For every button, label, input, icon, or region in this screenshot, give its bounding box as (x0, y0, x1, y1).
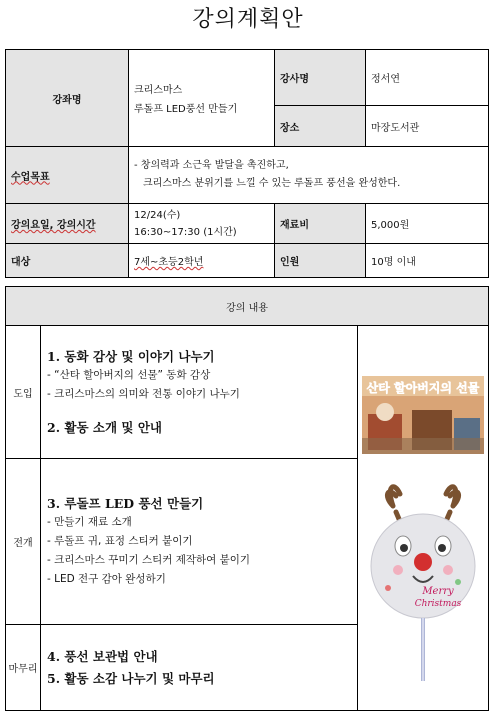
time-line2: 16:30~17:30 (1시간) (134, 226, 237, 238)
intro-heading-2: 2. 활동 소개 및 안내 (47, 420, 162, 435)
people-value: 10명 이내 (366, 244, 489, 278)
develop-heading: 3. 루돌프 LED 풍선 만들기 (47, 496, 204, 511)
book-title-text: 산타 할아버지의 선물 (366, 381, 480, 395)
target-value-text: 7세~초등2학년 (134, 257, 204, 268)
target-value (129, 244, 275, 278)
balloon-text-merry: Merry (422, 586, 454, 597)
content-table (5, 286, 489, 711)
develop-bullet-3: - 크리스마스 꾸미기 스티커 제작하여 붙이기 (47, 554, 251, 566)
stage-closing: 마무리 (6, 625, 41, 711)
intro-bullet-1: - “산타 할아버지의 선물” 동화 감상 (47, 369, 211, 381)
book-cover-image (362, 376, 484, 454)
closing-heading-1: 4. 풍선 보관법 안내 (47, 648, 158, 664)
develop-bullet-1: - 만들기 재료 소개 (47, 516, 132, 528)
course-line1: 크리스마스 (134, 85, 183, 96)
course-value (129, 50, 275, 147)
balloon-text-christmas: Christmas (414, 599, 462, 609)
material-value: 5,000원 (366, 204, 489, 244)
stage-develop: 전개 (6, 459, 41, 625)
illustration-art (358, 326, 488, 706)
course-label: 강좌명 (6, 50, 129, 147)
page-title: 강의계획안 (192, 7, 304, 32)
develop-section (41, 459, 358, 625)
intro-heading-1: 1. 동화 감상 및 이야기 나누기 (47, 349, 215, 364)
instructor-label: 강사명 (275, 50, 366, 106)
goal-line2: 크리스마스 분위기를 느낄 수 있는 루돌프 풍선을 완성한다. (143, 178, 401, 189)
develop-bullet-2: - 루돌프 귀, 표정 스티커 붙이기 (47, 535, 193, 547)
instructor-value: 정서연 (366, 50, 489, 106)
time-label (6, 204, 129, 244)
content-header: 강의 내용 (6, 287, 489, 326)
reindeer-balloon-image (371, 487, 475, 681)
material-label: 재료비 (275, 204, 366, 244)
closing-heading-2: 5. 활동 소감 나누기 및 마무리 (47, 670, 215, 686)
course-line2: 루돌프 LED풍선 만들기 (134, 104, 238, 115)
intro-section (41, 326, 358, 459)
closing-section (41, 625, 358, 711)
time-value (129, 204, 275, 244)
goal-line1: - 창의력과 소근육 발달을 촉진하고, (134, 160, 289, 171)
target-label: 대상 (6, 244, 129, 278)
place-label: 장소 (275, 106, 366, 147)
time-line1: 12/24(수) (134, 209, 181, 221)
stage-intro: 도입 (6, 326, 41, 459)
time-label-text: 강의요일, 강의시간 (11, 220, 96, 231)
illustration-cell (358, 326, 489, 711)
develop-bullet-4: - LED 전구 감아 완성하기 (47, 573, 166, 585)
intro-bullet-2: - 크리스마스의 의미와 전통 이야기 나누기 (47, 388, 240, 400)
goal-label (6, 147, 129, 204)
people-label: 인원 (275, 244, 366, 278)
goal-value (129, 147, 489, 204)
info-table (5, 49, 489, 278)
goal-label-text: 수업목표 (11, 171, 50, 183)
place-value: 마장도서관 (366, 106, 489, 147)
